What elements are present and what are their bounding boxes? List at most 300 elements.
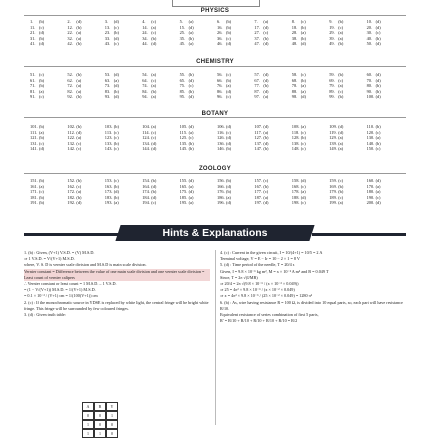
question-number: 37.: [254, 35, 260, 41]
answer-option: (b): [338, 189, 344, 195]
answer-option: (c): [113, 146, 119, 152]
answer-option: (c): [338, 88, 344, 94]
question-number: 79.: [329, 83, 335, 89]
question-number: 48.: [291, 41, 298, 47]
question-number: 86.: [217, 88, 223, 94]
question-number: 39.: [329, 35, 335, 41]
answer-option: (c): [226, 35, 231, 41]
answer-option: (b): [263, 83, 269, 89]
answer-option: (a): [263, 94, 269, 100]
answer-option: (b): [39, 19, 45, 24]
question-number: 134.: [142, 140, 150, 146]
question-number: 92.: [67, 94, 73, 100]
answer-option: (a): [375, 183, 381, 189]
answer-option: (d): [226, 140, 232, 146]
question-number: 130.: [366, 135, 375, 141]
question-number: 67.: [254, 77, 260, 83]
question-number: 51.: [30, 72, 36, 77]
question-number: 69.: [329, 77, 335, 83]
answer-option: (d): [375, 41, 381, 47]
answer-option: (b): [226, 30, 232, 36]
question-number: 60.: [366, 72, 373, 77]
hint-4-line-2: Terminal voltage, V = E − Ir = 10 − 2 × 1 = 8 V: [220, 256, 300, 262]
question-number: 66.: [217, 77, 223, 83]
question-number: 142.: [67, 146, 76, 152]
question-number: 53.: [104, 72, 111, 77]
answer-option: (d): [188, 124, 194, 129]
question-number: 24.: [142, 30, 148, 36]
question-number: 2.: [67, 19, 71, 24]
question-number: 152.: [67, 178, 76, 183]
answer-option: (d): [226, 88, 232, 94]
answer-option: (b): [39, 178, 45, 183]
answer-cell: [142, 41, 177, 47]
question-number: 164.: [142, 183, 150, 189]
answer-option: (c): [113, 129, 119, 135]
answer-option: (c): [300, 72, 306, 77]
question-number: 71.: [30, 83, 36, 89]
question-number: 183.: [104, 194, 113, 200]
truth-table-cell: 0: [94, 411, 106, 420]
question-number: 119.: [329, 129, 337, 135]
question-number: 15.: [179, 24, 186, 30]
hint-3: 3. (d) : Given truth table:: [24, 312, 66, 318]
answer-cell: [254, 41, 289, 47]
answer-cell: [180, 94, 215, 100]
section-title-chemistry: CHEMISTRY: [0, 59, 430, 65]
question-number: 104.: [142, 124, 150, 129]
question-number: 192.: [67, 200, 76, 206]
hint-5-line-1: 5. (d) : Time period of the needle, T = 20/4 s: [220, 262, 295, 268]
answer-option: (d): [151, 146, 157, 152]
answer-option: (d): [263, 140, 269, 146]
question-number: 195.: [179, 200, 188, 206]
question-number: 166.: [217, 183, 225, 189]
question-number: 19.: [329, 24, 335, 30]
answer-option: (d): [226, 135, 232, 141]
question-number: 34.: [142, 35, 148, 41]
hint-1-line-7: = 0.1 × 10⁻² / (V+1) cm = 1/(100(V+1)) cm: [24, 293, 98, 299]
answer-option: (a): [338, 146, 344, 152]
physics-rule: [24, 15, 406, 16]
question-number: 135.: [179, 140, 188, 146]
answer-option: (b): [226, 146, 232, 152]
botany-rule: [24, 117, 406, 118]
question-number: 70.: [366, 77, 373, 83]
answer-cell: [142, 200, 177, 206]
answer-option: (d): [188, 178, 194, 183]
hint-5-line-2: Given, I = 9.8 × 10⁻⁶ kg m², M = x × 10⁻² A m² and B = 0.049 T: [220, 268, 329, 274]
question-number: 47.: [254, 41, 260, 47]
question-number: 167.: [254, 183, 263, 189]
hint-5-line-4: ⇒ 20/4 = 2π √(9.8 × 10⁻⁶ / (x × 10⁻² × 0.049)): [220, 281, 299, 287]
question-number: 25.: [179, 30, 186, 36]
answer-option: (d): [188, 189, 194, 195]
truth-table-cell: 1: [82, 429, 94, 438]
answer-option: (a): [188, 194, 194, 200]
answer-option: (c): [39, 24, 44, 30]
answer-option: (a): [188, 30, 194, 36]
question-number: 107.: [254, 124, 263, 129]
question-number: 113.: [104, 129, 113, 135]
chemistry-answer-grid: [30, 72, 402, 100]
question-number: 72.: [67, 83, 73, 89]
answer-option: (b): [113, 183, 119, 189]
answer-option: (a): [188, 19, 194, 24]
answer-option: (a): [338, 83, 344, 89]
question-number: 117.: [254, 129, 262, 135]
answer-cell: [105, 200, 140, 206]
question-number: 129.: [329, 135, 337, 141]
question-number: 123.: [104, 135, 113, 141]
answer-option: (b): [188, 146, 194, 152]
answer-option: (b): [76, 178, 82, 183]
question-number: 171.: [30, 189, 38, 195]
question-number: 162.: [67, 183, 76, 189]
question-number: 154.: [142, 178, 150, 183]
answer-option: (b): [375, 83, 381, 89]
section-title-zoology: ZOOLOGY: [0, 166, 430, 172]
answer-option: (c): [263, 178, 269, 183]
answer-option: (d): [113, 189, 119, 195]
question-number: 10.: [366, 19, 373, 24]
question-number: 150.: [366, 146, 375, 152]
question-number: 112.: [67, 129, 75, 135]
hint-1-line-1: 1. (b) : Given, (V+1) V.S.D. = (V) M.S.D.: [24, 250, 95, 255]
answer-option: (d): [300, 194, 306, 200]
hint-1-line-3: where, V. S. D is vernier scale division and M.S.D is main scale division.: [24, 262, 147, 268]
botany-answer-grid: [30, 124, 402, 152]
answer-option: (d): [338, 129, 344, 135]
answer-option: (a): [188, 41, 194, 47]
truth-table-cell: 0: [94, 420, 106, 429]
answer-option: (a): [76, 30, 82, 36]
answer-option: (a): [113, 200, 119, 206]
question-number: 78.: [291, 83, 298, 89]
answer-cell: [367, 200, 402, 206]
question-number: 199.: [329, 200, 337, 206]
answer-option: (a): [300, 88, 306, 94]
zoology-answer-grid: [30, 178, 402, 206]
answer-option: (b): [300, 135, 306, 141]
answer-option: (d): [113, 19, 119, 24]
answer-cell: [367, 146, 402, 152]
question-number: 77.: [254, 83, 260, 89]
question-number: 33.: [104, 35, 111, 41]
truth-table-cell: 0: [106, 420, 118, 429]
question-number: 121.: [30, 135, 38, 141]
question-number: 26.: [217, 30, 223, 36]
question-number: 169.: [329, 183, 337, 189]
answer-option: (d): [226, 124, 232, 129]
question-number: 165.: [179, 183, 188, 189]
answer-cell: [67, 94, 102, 100]
question-number: 111.: [30, 129, 38, 135]
question-number: 49.: [329, 41, 335, 47]
answer-cell: [142, 146, 177, 152]
question-number: 144.: [142, 146, 150, 152]
question-number: 128.: [291, 135, 300, 141]
answer-option: (c): [39, 72, 44, 77]
answer-option: (c): [151, 200, 157, 206]
question-number: 127.: [254, 135, 263, 141]
question-number: 126.: [217, 135, 225, 141]
explanations-left-column: [24, 250, 210, 318]
question-number: 45.: [179, 41, 186, 47]
question-number: 181.: [30, 194, 38, 200]
question-number: 91.: [30, 94, 36, 100]
question-number: 185.: [179, 194, 188, 200]
question-number: 64.: [142, 77, 148, 83]
answer-option: (c): [113, 135, 119, 141]
question-number: 102.: [67, 124, 76, 129]
question-number: 16.: [217, 24, 223, 30]
answer-option: (b): [76, 194, 82, 200]
question-number: 21.: [30, 30, 36, 36]
question-number: 68.: [291, 77, 298, 83]
answer-cell: [254, 94, 289, 100]
question-number: 99.: [329, 94, 335, 100]
question-number: 193.: [104, 200, 113, 206]
question-number: 74.: [142, 83, 148, 89]
answer-option: (b): [151, 178, 157, 183]
answer-cell: [180, 146, 215, 152]
hint-6-line-3: R′ = R/10 + R/10 + R/10 + R/10 + R/10 = R/2: [220, 318, 298, 324]
question-number: 7.: [254, 19, 258, 24]
answer-option: (b): [338, 72, 344, 77]
answer-option: (d): [375, 200, 381, 206]
answer-option: (c): [300, 200, 306, 206]
answer-option: (c): [39, 140, 44, 146]
question-number: 133.: [104, 140, 113, 146]
answer-cell: [329, 146, 364, 152]
question-number: 148.: [291, 146, 300, 152]
question-number: 35.: [179, 35, 186, 41]
question-number: 100.: [366, 94, 375, 100]
answer-option: (c): [300, 19, 306, 24]
answer-option: (a): [338, 135, 344, 141]
answer-cell: [67, 41, 102, 47]
question-number: 84.: [142, 88, 148, 94]
answer-option: (a): [300, 189, 306, 195]
answer-option: (d): [113, 83, 119, 89]
question-number: 59.: [329, 72, 335, 77]
answer-option: (d): [375, 24, 381, 30]
answer-option: (b): [39, 200, 45, 206]
answer-option: (c): [300, 146, 306, 152]
answer-option: (c): [151, 129, 157, 135]
answer-option: (d): [39, 41, 45, 47]
question-number: 1.: [30, 19, 34, 24]
question-number: 27.: [254, 30, 260, 36]
answer-option: (d): [226, 183, 232, 189]
question-number: 125.: [179, 135, 188, 141]
question-number: 179.: [329, 189, 337, 195]
chemistry-rule: [24, 66, 406, 67]
answer-option: (d): [300, 41, 306, 47]
answer-option: (d): [188, 77, 194, 83]
answer-option: (d): [263, 77, 269, 83]
question-number: 191.: [30, 200, 38, 206]
question-number: 87.: [254, 88, 260, 94]
question-number: 187.: [254, 194, 263, 200]
question-number: 75.: [179, 83, 186, 89]
answer-option: (a): [338, 200, 344, 206]
answer-cell: [292, 41, 327, 47]
question-number: 159.: [329, 178, 337, 183]
answer-option: (b): [375, 124, 381, 129]
question-number: 145.: [179, 146, 188, 152]
question-number: 22.: [67, 30, 73, 36]
answer-option: (c): [151, 77, 157, 83]
answer-option: (b): [300, 35, 306, 41]
answer-cell: [105, 146, 140, 152]
question-number: 50.: [366, 41, 373, 47]
answer-option: (d): [39, 146, 45, 152]
answer-option: (a): [151, 94, 157, 100]
question-number: 81.: [30, 88, 36, 94]
answer-cell: [329, 41, 364, 47]
answer-option: (d): [113, 94, 119, 100]
question-number: 9.: [329, 19, 333, 24]
question-number: 115.: [179, 129, 188, 135]
answer-option: (a): [113, 77, 119, 83]
answer-option: (a): [76, 83, 82, 89]
question-number: 110.: [366, 124, 375, 129]
question-number: 88.: [291, 88, 298, 94]
question-number: 85.: [179, 88, 186, 94]
question-number: 30.: [366, 30, 373, 36]
question-number: 114.: [142, 129, 150, 135]
question-number: 18.: [291, 24, 298, 30]
question-number: 197.: [254, 200, 263, 206]
answer-option: (c): [76, 140, 82, 146]
question-number: 42.: [67, 41, 73, 47]
answer-option: (b): [39, 194, 45, 200]
truth-table-cell: Y: [106, 402, 118, 411]
question-number: 190.: [366, 194, 375, 200]
answer-option: (b): [113, 88, 119, 94]
question-number: 61.: [30, 77, 36, 83]
question-number: 11.: [30, 24, 36, 30]
answer-option: (b): [263, 146, 269, 152]
question-number: 198.: [291, 200, 300, 206]
question-number: 140.: [366, 140, 375, 146]
question-number: 3.: [104, 19, 109, 24]
answer-cell: [217, 146, 252, 152]
question-number: 184.: [142, 194, 150, 200]
answer-cell: [217, 200, 252, 206]
answer-option: (b): [113, 124, 119, 129]
answer-option: (d): [113, 72, 119, 77]
question-number: 116.: [217, 129, 225, 135]
question-number: 188.: [291, 194, 300, 200]
question-number: 89.: [329, 88, 335, 94]
question-number: 151.: [30, 178, 38, 183]
answer-option: (b): [113, 194, 119, 200]
answer-option: (b): [76, 94, 82, 100]
question-number: 55.: [179, 72, 186, 77]
answer-option: (c): [300, 183, 306, 189]
answer-option: (b): [226, 77, 232, 83]
question-number: 62.: [67, 77, 73, 83]
zoology-rule: [24, 173, 406, 174]
question-number: 139.: [329, 140, 337, 146]
question-number: 54.: [142, 72, 148, 77]
answer-option: (c): [76, 146, 82, 152]
answer-option: (d): [263, 88, 269, 94]
question-number: 14.: [142, 24, 148, 30]
answer-option: (d): [188, 24, 194, 30]
answer-cell: [105, 94, 140, 100]
answer-option: (a): [151, 124, 157, 129]
answer-option: (b): [338, 183, 344, 189]
question-number: 90.: [366, 88, 373, 94]
answer-option: (a): [300, 83, 306, 89]
question-number: 161.: [30, 183, 38, 189]
answer-option: (b): [76, 24, 82, 30]
answer-option: (c): [39, 94, 44, 100]
answer-option: (c): [338, 77, 344, 83]
answer-option: (b): [300, 77, 306, 83]
question-number: 20.: [366, 24, 373, 30]
question-number: 194.: [142, 200, 150, 206]
answer-option: (b): [375, 88, 381, 94]
answer-option: (a): [226, 83, 231, 89]
answer-cell: [254, 146, 289, 152]
answer-option: (b): [188, 140, 194, 146]
hint-1-line-4: Vernier constant = Difference between the value of one main scale division and one vernier scale division = Least count of vernier calipers: [24, 269, 210, 281]
answer-cell: [217, 94, 252, 100]
question-number: 83.: [104, 88, 111, 94]
question-number: 58.: [291, 72, 298, 77]
question-number: 122.: [67, 135, 76, 141]
question-number: 73.: [104, 83, 111, 89]
explanations-right-column: [220, 250, 406, 324]
answer-cell: [30, 41, 65, 47]
answer-option: (d): [188, 94, 194, 100]
answer-option: (c): [113, 24, 119, 30]
question-number: 65.: [179, 77, 186, 83]
answer-option: (c): [375, 129, 381, 135]
question-number: 136.: [217, 140, 225, 146]
question-number: 52.: [67, 72, 73, 77]
answer-cell: [30, 200, 65, 206]
answer-cell: [30, 146, 65, 152]
answer-option: (c): [151, 135, 157, 141]
answer-option: (d): [226, 41, 232, 47]
answer-option: (c): [226, 72, 231, 77]
hints-rule-left: [24, 233, 118, 236]
answer-option: (b): [151, 88, 157, 94]
answer-option: (c): [300, 129, 306, 135]
question-number: 4.: [142, 19, 146, 24]
column-divider: [215, 250, 216, 425]
answer-option: (b): [151, 189, 157, 195]
answer-option: (c): [338, 24, 344, 30]
question-number: 163.: [104, 183, 113, 189]
hint-1-line-5: ∴ Vernier constant or least count = 1 M.S.D. – 1 V.S.D.: [24, 281, 117, 287]
answer-cell: [292, 146, 327, 152]
answer-option: (b): [113, 30, 119, 36]
answer-option: (b): [188, 72, 194, 77]
answer-option: (a): [338, 140, 344, 146]
answer-cell: [367, 41, 402, 47]
answer-option: (b): [300, 24, 306, 30]
section-title-botany: BOTANY: [0, 111, 430, 117]
question-number: 106.: [217, 124, 225, 129]
question-number: 76.: [217, 83, 223, 89]
